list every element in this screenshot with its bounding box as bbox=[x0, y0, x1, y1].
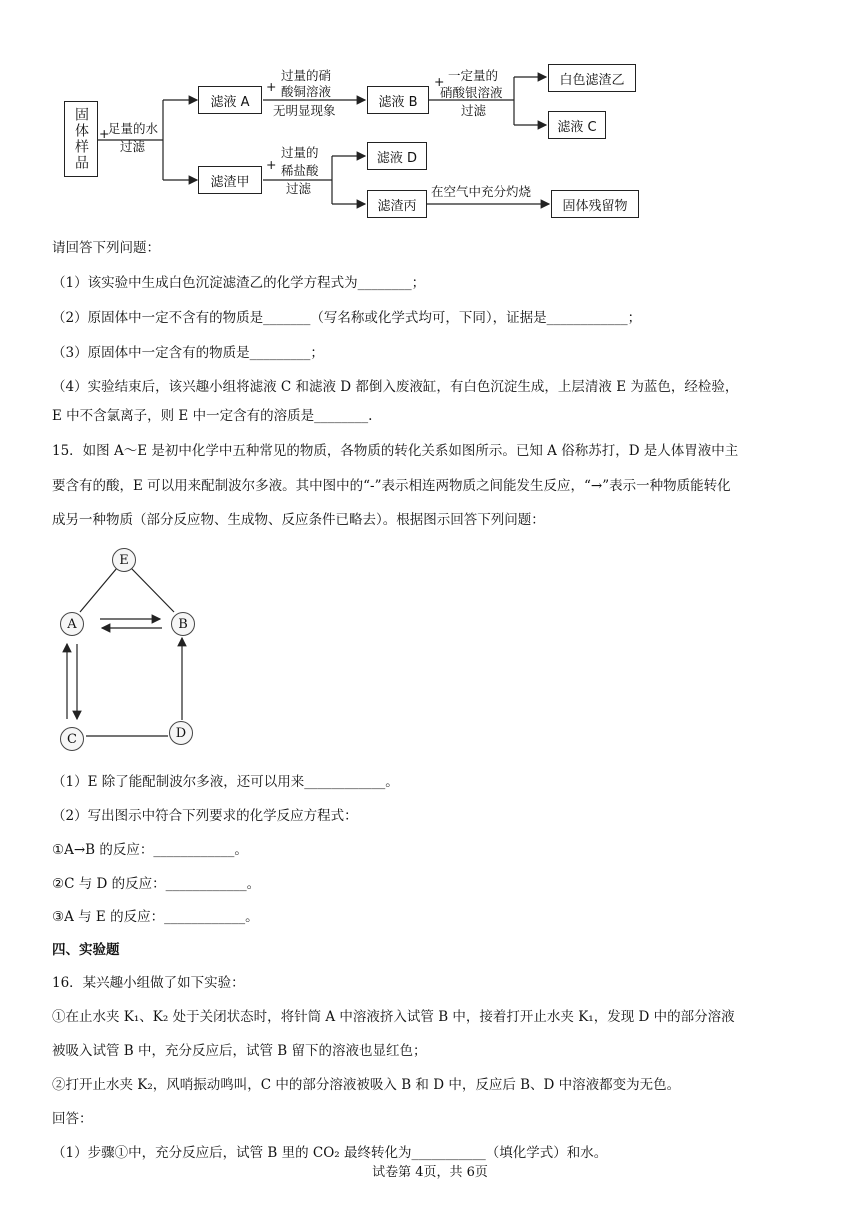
step-hcl-reagent-2: 稀盐酸 bbox=[281, 163, 319, 178]
filtrate-b-box: 滤液 B bbox=[367, 86, 429, 114]
q15-stem-line3: 成另一种物质（部分反应物、生成物、反应条件已略去）。根据图示回答下列问题： bbox=[52, 512, 545, 528]
step-hcl-reagent-1: 过量的 bbox=[281, 145, 319, 160]
residue-bing-box: 滤渣丙 bbox=[367, 190, 427, 218]
flowchart-connectors bbox=[0, 0, 860, 230]
step1-reagent: 足量的水 bbox=[108, 121, 159, 136]
q14-part2: （2）原固体中一定不含有的物质是_______（写名称或化学式均可，下同），证据是____________； bbox=[52, 310, 642, 326]
q15-relation-diagram bbox=[40, 540, 220, 760]
filtrate-d-box: 滤液 D bbox=[367, 142, 427, 170]
step-cu-plus: + bbox=[266, 79, 277, 94]
node-e: E bbox=[112, 548, 136, 572]
q14-prompt: 请回答下列问题： bbox=[52, 240, 160, 256]
q15-reaction1: ①A→B 的反应：____________。 bbox=[52, 842, 248, 858]
node-c: C bbox=[60, 727, 84, 751]
node-d: D bbox=[169, 721, 193, 745]
q16-step2: ②打开止水夹 K₂，风哨振动鸣叫，C 中的部分溶液被吸入 B 和 D 中，反应后 B、D 中溶液都变为无色。 bbox=[52, 1077, 681, 1093]
q15-part2: （2）写出图示中符合下列要求的化学反应方程式： bbox=[52, 808, 358, 824]
q15-reaction2: ②C 与 D 的反应：____________。 bbox=[52, 876, 261, 892]
q16-step1-line1: ①在止水夹 K₁、K₂ 处于关闭状态时，将针筒 A 中溶液挤入试管 B 中，接着打开止水夹 K₁，发现 D 中的部分溶液 bbox=[52, 1009, 735, 1025]
residue-jia-box: 滤渣甲 bbox=[198, 166, 262, 194]
solid-sample-box: 固体样品 bbox=[64, 101, 98, 177]
step1-operation: 过滤 bbox=[120, 139, 146, 154]
q16-part1: （1）步骤①中，充分反应后，试管 B 里的 CO₂ 最终转化为___________（填化学式）和水。 bbox=[52, 1145, 608, 1161]
q16-answer-label: 回答： bbox=[52, 1111, 93, 1127]
q16-step1-line2: 被吸入试管 B 中，充分反应后，试管 B 留下的溶液也显红色； bbox=[52, 1043, 427, 1059]
step-hcl-operation: 过滤 bbox=[286, 181, 312, 196]
q15-stem-line2: 要含有的酸，E 可以用来配制波尔多液。其中图中的“-”表示相连两物质之间能发生反应，“→”表示一种物质能转化 bbox=[52, 478, 731, 494]
step-cu-reagent-1: 过量的硝 bbox=[281, 68, 332, 83]
q14-part4-line2: E 中不含氯离子，则 E 中一定含有的溶质是________. bbox=[52, 408, 373, 424]
filtrate-c-box: 滤液 C bbox=[548, 111, 606, 139]
section-heading: 四、实验题 bbox=[52, 942, 120, 958]
step-ag-operation: 过滤 bbox=[461, 103, 487, 118]
step-burn-label: 在空气中充分灼烧 bbox=[431, 184, 532, 199]
node-a: A bbox=[60, 612, 84, 636]
q15-stem-line1: 15．如图 A～E 是初中化学中五种常见的物质，各物质的转化关系如图所示。已知 A 俗称苏打，D 是人体胃液中主 bbox=[52, 443, 739, 459]
step-ag-plus: + bbox=[434, 74, 445, 89]
q14-part1: （1）该实验中生成白色沉淀滤渣乙的化学方程式为________； bbox=[52, 275, 426, 291]
solid-residue-box: 固体残留物 bbox=[551, 190, 639, 218]
page-footer: 试卷第 4页，共 6页 bbox=[372, 1165, 488, 1180]
step1-plus: + bbox=[99, 126, 110, 141]
step-ag-reagent-1: 一定量的 bbox=[448, 68, 499, 83]
step-cu-reagent-2: 酸铜溶液 bbox=[281, 84, 332, 99]
separation-flowchart bbox=[0, 0, 860, 230]
filtrate-a-box: 滤液 A bbox=[198, 86, 262, 114]
white-residue-yi-box: 白色滤渣乙 bbox=[548, 64, 636, 92]
q15-part1: （1）E 除了能配制波尔多液，还可以用来____________。 bbox=[52, 774, 399, 790]
node-b: B bbox=[171, 612, 195, 636]
step-cu-observation: 无明显现象 bbox=[273, 103, 336, 118]
step-hcl-plus: + bbox=[266, 157, 277, 172]
q16-stem: 16．某兴趣小组做了如下实验： bbox=[52, 975, 245, 991]
q14-part4-line1: （4）实验结束后，该兴趣小组将滤液 C 和滤液 D 都倒入废液缸，有白色沉淀生成，上层清液 E 为蓝色，经检验， bbox=[52, 379, 739, 395]
q15-reaction3: ③A 与 E 的反应：____________。 bbox=[52, 909, 259, 925]
q14-part3: （3）原固体中一定含有的物质是_________； bbox=[52, 345, 324, 361]
step-ag-reagent-2: 硝酸银溶液 bbox=[440, 85, 503, 100]
